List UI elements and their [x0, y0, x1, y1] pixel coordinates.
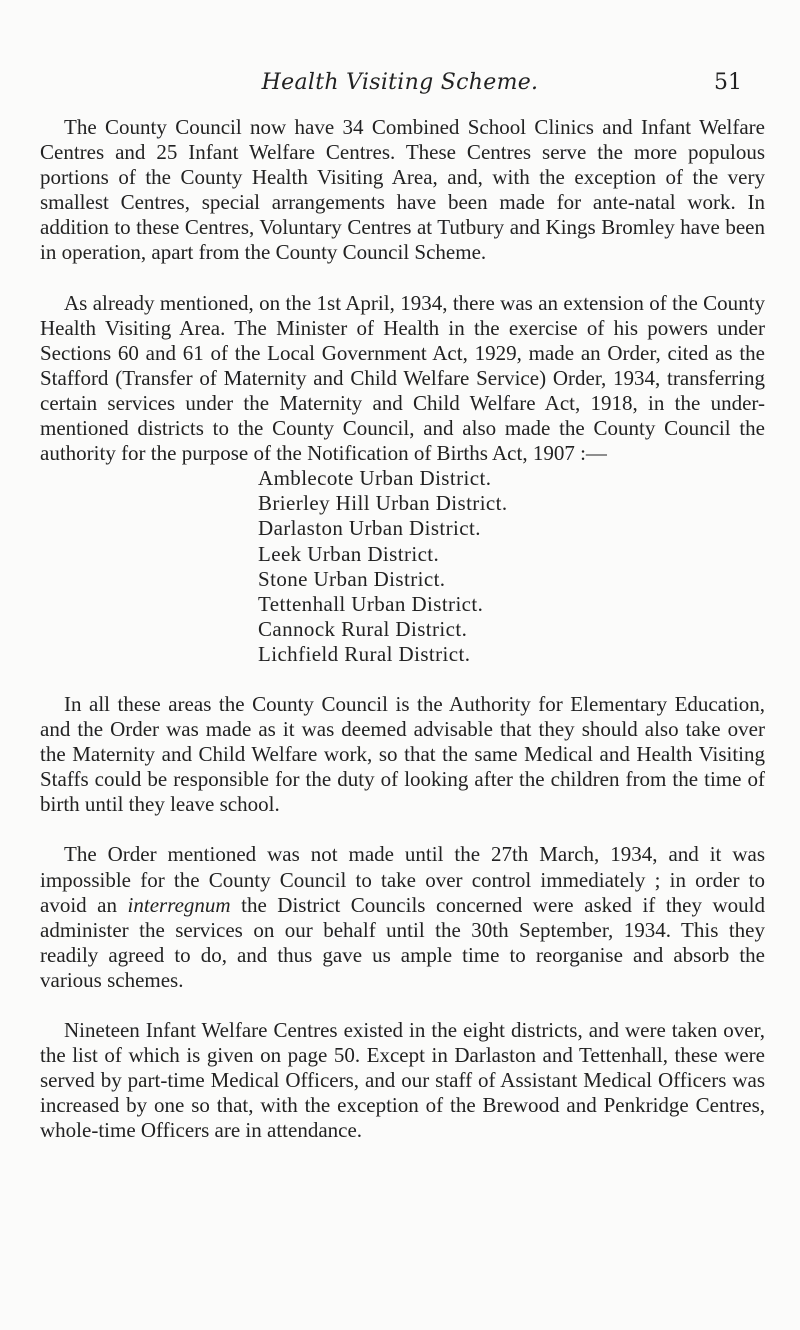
list-item: Cannock Rural District.	[258, 616, 468, 641]
paragraph-centres: Nineteen Infant Welfare Centres existed in the eight districts, and were taken over, the list of which is given on page 50. Except in Darlaston and Tettenhall, these were served by part-time Medical Officers, and our staff of Assistant Medical Officers was increased by one so that, with the exception of the Brewood and Penkridge Centres, whole-time Officers are in attendance.	[40, 1018, 765, 1143]
paragraph-order	[40, 842, 765, 993]
list-item: Stone Urban District.	[258, 566, 446, 591]
list-item: Leek Urban District.	[258, 541, 440, 566]
paragraph-clinics: The County Council now have 34 Combined School Clinics and Infant Welfare Centres and 25 Infant Welfare Centres. These Centres serve the more populous portions of the County Health Visiting Area, and, with the exception of the very smallest Centres, special arrangements have been made for ante-natal work. In addition to these Centres, Voluntary Centres at Tutbury and Kings Bromley have been in operation, apart from the County Council Scheme.	[40, 115, 765, 265]
list-item: Amblecote Urban District.	[258, 466, 492, 491]
district-list	[40, 466, 765, 667]
list-item: Lichfield Rural District.	[258, 641, 471, 666]
running-title: Health Visiting Scheme.	[261, 70, 539, 95]
italic-term: interregnum	[127, 892, 231, 917]
paragraph-order-end: the District Councils concerned were asked if they would administer the services on our behalf until the 30th September, 1934. This they readily agreed to do, and thus gave us ample time to reorganise and absorb the various schemes.	[40, 892, 765, 992]
running-header	[0, 70, 800, 102]
paragraph-order-start: The Order mentioned was not made until the 27th March, 1934, and it was impossible for the County Council to take over control immediately ; in order to avoid an	[40, 842, 765, 917]
body-text	[40, 115, 765, 1143]
list-item: Tettenhall Urban District.	[258, 591, 484, 616]
paragraph-extension: As already mentioned, on the 1st April, 1934, there was an extension of the County Health Visiting Area. The Minister of Health in the exercise of his powers under Sections 60 and 61 of the Local Government Act, 1929, made an Order, cited as the Stafford (Transfer of Maternity and Child Welfare Service) Order, 1934, transferring certain services under the Maternity and Child Welfare Act, 1918, in the under-mentioned districts to the County Council, and also made the County Council the authority for the purpose of the Notification of Births Act, 1907 :—	[40, 290, 765, 466]
list-item: Darlaston Urban District.	[258, 516, 481, 541]
page-number: 51	[714, 70, 742, 95]
paragraph-authority: In all these areas the County Council is the Authority for Elementary Education, and the Order was made as it was deemed advisable that they should also take over the Maternity and Child Welfare work, so that the same Medical and Health Visiting Staffs could be responsible for the duty of looking after the children from the time of birth until they leave school.	[40, 691, 765, 817]
list-item: Brierley Hill Urban District.	[258, 491, 508, 516]
